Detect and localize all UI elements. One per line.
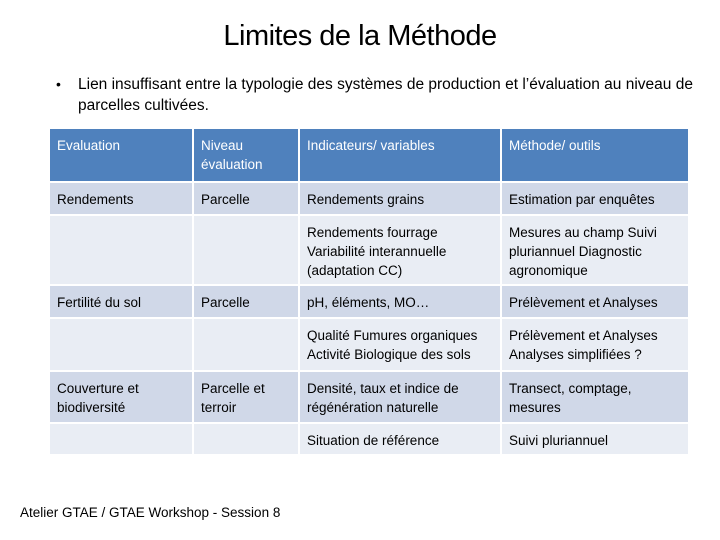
table-cell: Rendements grains (299, 182, 501, 215)
table-cell: Rendements (49, 182, 193, 215)
table-cell: Prélèvement et Analyses Analyses simplifiées ? (501, 318, 689, 371)
table-cell: Couverture et biodiversité (49, 371, 193, 423)
table-cell: Parcelle (193, 285, 299, 318)
footer-text: Atelier GTAE / GTAE Workshop - Session 8 (20, 505, 281, 520)
methods-table (48, 127, 690, 456)
table-cell: Qualité Fumures organiques Activité Biologique des sols (299, 318, 501, 371)
table-cell: Fertilité du sol (49, 285, 193, 318)
table-cell (193, 423, 299, 455)
header-cell: Niveau évaluation (193, 128, 299, 182)
table-row (49, 318, 689, 371)
table-cell: Mesures au champ Suivi pluriannuel Diagnostic agronomique (501, 215, 689, 285)
table-cell (193, 318, 299, 371)
table-cell (49, 318, 193, 371)
slide-title: Limites de la Méthode (223, 20, 497, 52)
table-cell: Estimation par enquêtes (501, 182, 689, 215)
table-cell: Parcelle et terroir (193, 371, 299, 423)
table-cell: Parcelle (193, 182, 299, 215)
table-row (49, 423, 689, 455)
table-cell: Rendements fourrage Variabilité interannuelle (adaptation CC) (299, 215, 501, 285)
table-cell: Suivi pluriannuel (501, 423, 689, 455)
header-cell: Evaluation (49, 128, 193, 182)
table-row (49, 182, 689, 215)
table-cell (49, 215, 193, 285)
bullet-symbol: • (56, 76, 61, 92)
table-cell: Transect, comptage, mesures (501, 371, 689, 423)
table-row (49, 371, 689, 423)
table-cell: Densité, taux et indice de régénération naturelle (299, 371, 501, 423)
table-cell (193, 215, 299, 285)
table-cell: pH, éléments, MO… (299, 285, 501, 318)
table-cell: Situation de référence (299, 423, 501, 455)
table-cell (49, 423, 193, 455)
table-row (49, 285, 689, 318)
bullet-point (56, 74, 696, 116)
table-cell: Prélèvement et Analyses (501, 285, 689, 318)
header-cell: Méthode/ outils (501, 128, 689, 182)
table-row (49, 215, 689, 285)
table-header-row (49, 128, 689, 182)
header-cell: Indicateurs/ variables (299, 128, 501, 182)
bullet-text: Lien insuffisant entre la typologie des systèmes de production et l’évaluation au niveau de parcelles cultivées. (78, 76, 693, 114)
